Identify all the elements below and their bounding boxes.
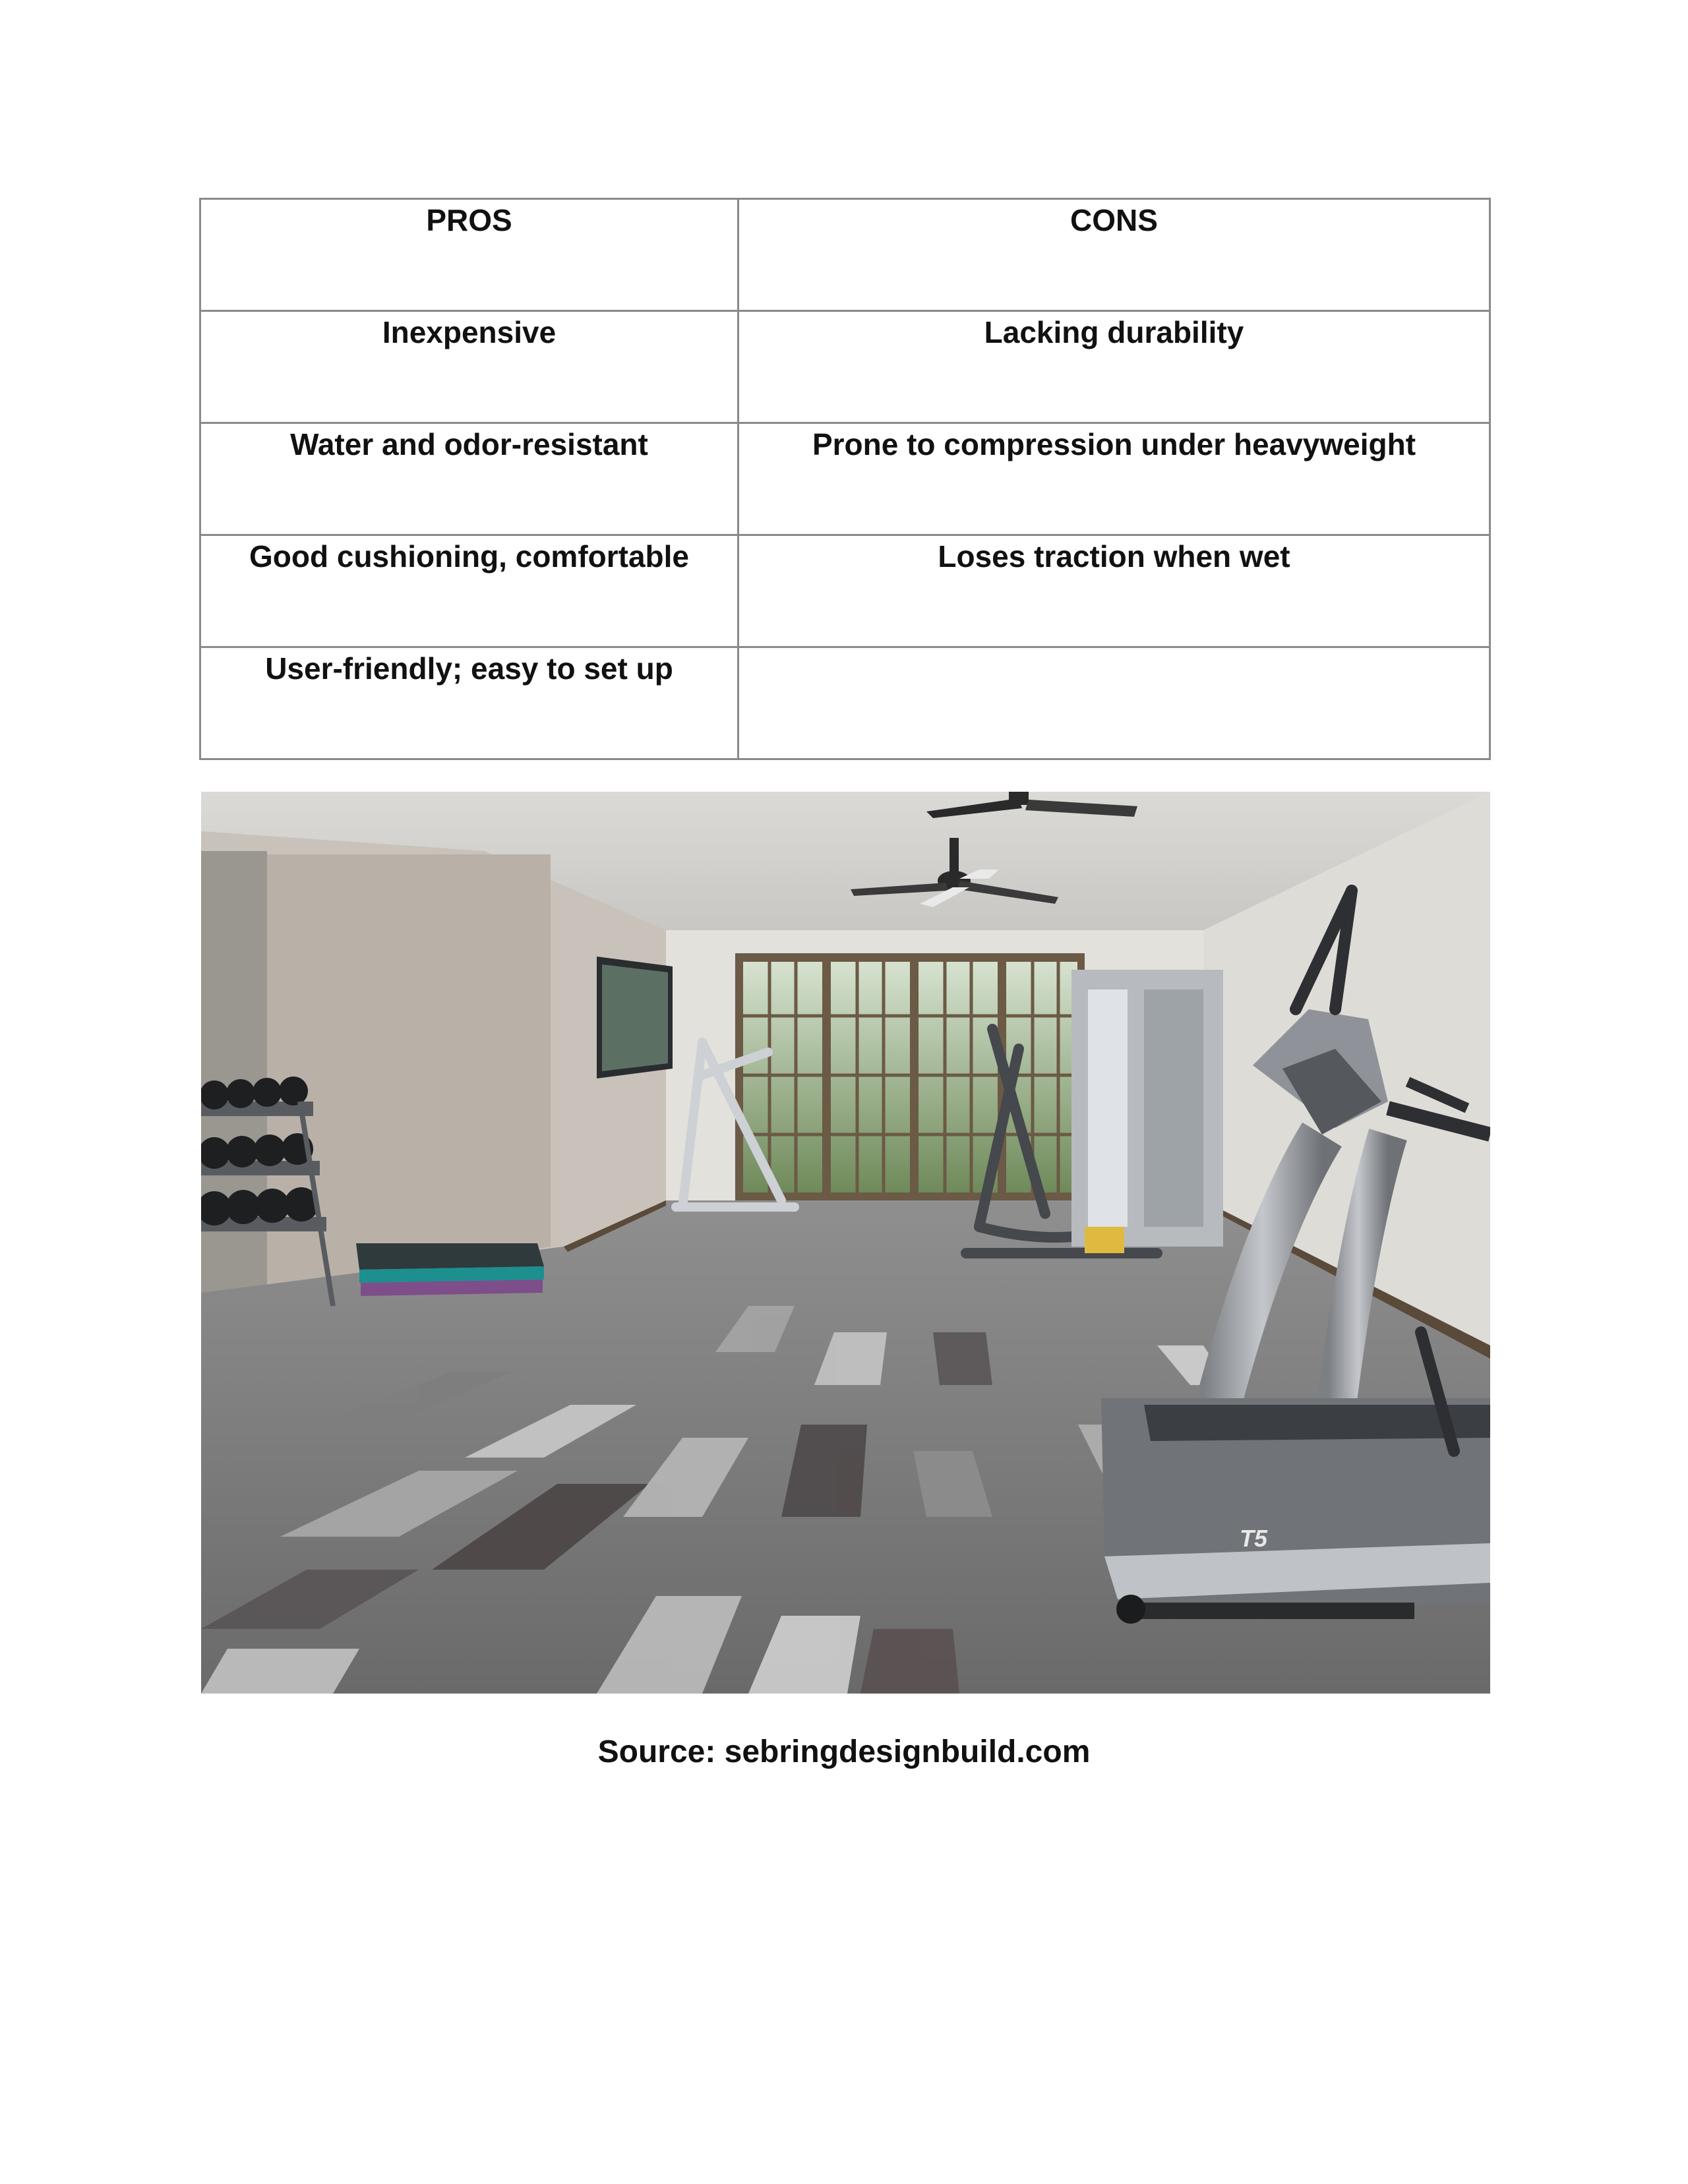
pros-cell: Good cushioning, comfortable xyxy=(200,535,738,647)
table-row xyxy=(200,423,1490,535)
pros-cell: User-friendly; easy to set up xyxy=(200,647,738,759)
pros-cons-table xyxy=(199,198,1491,760)
cons-cell: Prone to compression under heavyweight xyxy=(738,423,1490,535)
pros-cell: Inexpensive xyxy=(200,311,738,423)
cons-cell: Lacking durability xyxy=(738,311,1490,423)
home-gym-photo xyxy=(201,792,1490,1694)
treadmill-model-label: T5 xyxy=(1240,1525,1268,1552)
table-row xyxy=(200,311,1490,423)
image-source-caption: Source: sebringdesignbuild.com xyxy=(597,1734,1091,1769)
aerobic-steps xyxy=(356,1243,544,1296)
cable-machine xyxy=(1071,970,1223,1253)
cons-header: CONS xyxy=(738,199,1490,311)
pros-header: PROS xyxy=(200,199,738,311)
pros-cell: Water and odor-resistant xyxy=(200,423,738,535)
table-row xyxy=(200,535,1490,647)
table-row xyxy=(200,647,1490,759)
cons-cell xyxy=(738,647,1490,759)
table-header-row xyxy=(200,199,1490,311)
cons-cell: Loses traction when wet xyxy=(738,535,1490,647)
